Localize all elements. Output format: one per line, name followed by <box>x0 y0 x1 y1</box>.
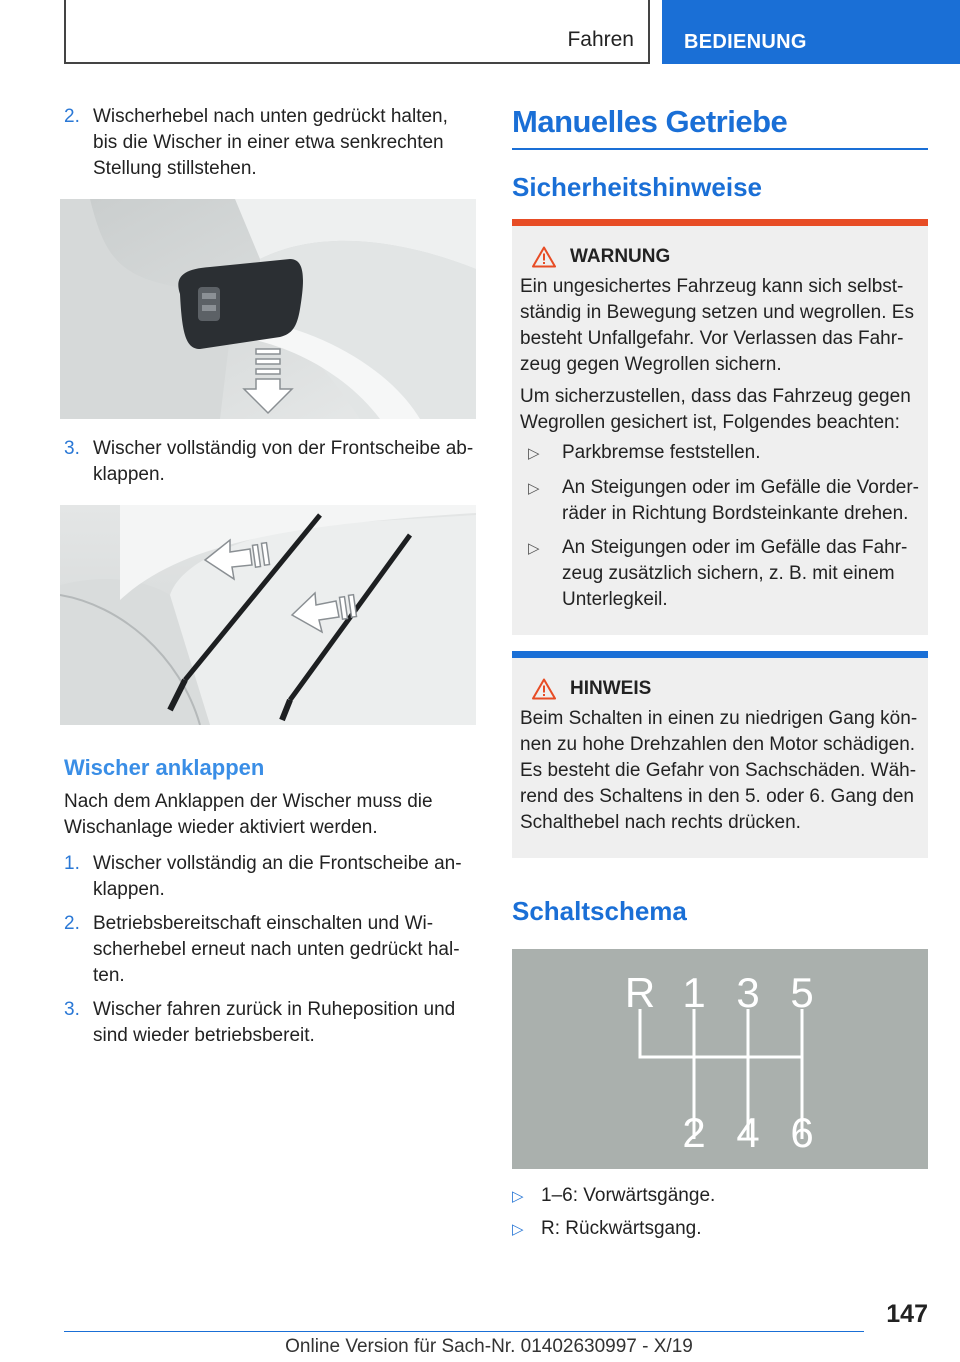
list-item-text: An Steigungen oder im Gefälle das Fahrzeug zusätzlich sichern, z. B. mit einem Unterlegkeil. <box>562 537 908 610</box>
hint-box <box>512 651 928 858</box>
hint-label: HINWEIS <box>570 678 652 699</box>
list-item <box>512 1216 928 1243</box>
right-column <box>512 104 928 1249</box>
left-column <box>64 104 476 1049</box>
page-title: Manuelles Getriebe <box>512 104 928 150</box>
list-item-text: 1–6: Vorwärtsgänge. <box>541 1185 716 1206</box>
warning-triangle-icon <box>532 678 556 700</box>
header-chapter: Fahren <box>567 28 634 51</box>
warning-checklist <box>520 440 920 613</box>
list-item-text: R: Rückwärtsgang. <box>541 1218 702 1239</box>
shift-label-5: 5 <box>790 969 814 1016</box>
intro-text: Nach dem Anklappen der Wischer muss die Wischanlage wieder aktiviert werden. <box>64 791 433 838</box>
list-item <box>64 997 476 1049</box>
list-item-text: Parkbremse feststellen. <box>562 442 761 463</box>
step-list <box>64 851 476 1049</box>
list-item <box>520 475 920 527</box>
step-number: 3. <box>64 438 80 459</box>
triangle-bullet-icon: ▷ <box>512 1188 524 1205</box>
footer-text: Online Version für Sach-Nr. 01402630997 - X/19 <box>285 1336 693 1357</box>
shift-label-r: R <box>624 969 656 1016</box>
triangle-bullet-icon: ▷ <box>528 480 540 497</box>
list-item-text: An Steigungen oder im Gefälle die Vorderräder in Richtung Bordsteinkante drehen. <box>562 477 919 524</box>
warning-triangle-icon <box>532 246 556 268</box>
shift-pattern-diagram <box>512 949 928 1169</box>
section-heading-shift-pattern: Schaltschema <box>512 896 687 926</box>
hint-title <box>532 678 920 700</box>
warning-label: WARNUNG <box>570 246 671 267</box>
header-chapter-tab <box>64 0 650 64</box>
shift-legend <box>512 1183 928 1243</box>
step-text: Wischerhebel nach unten gedrückt halten, bis die Wischer in einer etwa senkrechten Stellung stillstehen. <box>93 106 448 179</box>
step-number: 2. <box>64 106 80 127</box>
shift-label-4: 4 <box>736 1109 760 1156</box>
footer-divider <box>64 1331 864 1332</box>
list-item <box>520 440 920 467</box>
list-item <box>520 535 920 613</box>
header-section: BEDIENUNG <box>684 31 807 53</box>
shift-label-2: 2 <box>682 1109 706 1156</box>
step-text: Wischer fahren zurück in Ruheposition und sind wieder betriebsbereit. <box>93 999 456 1046</box>
step-number: 1. <box>64 853 80 874</box>
warning-title <box>532 246 920 268</box>
step-list-top-2 <box>64 436 476 488</box>
triangle-bullet-icon: ▷ <box>528 445 540 462</box>
warning-text-2: Um sicherzustellen, dass das Fahrzeug gegen Wegrollen gesichert ist, Folgendes beachten: <box>520 386 911 433</box>
triangle-bullet-icon: ▷ <box>512 1221 524 1238</box>
list-item <box>64 851 476 903</box>
shift-label-3: 3 <box>736 969 760 1016</box>
list-item <box>64 104 476 182</box>
step-text: Wischer vollständig von der Frontscheibe abklappen. <box>93 438 474 485</box>
page-number: 147 <box>886 1300 928 1328</box>
shift-label-6: 6 <box>790 1109 814 1156</box>
step-list-top <box>64 104 476 182</box>
list-item <box>512 1183 928 1210</box>
warning-box <box>512 219 928 635</box>
triangle-bullet-icon: ▷ <box>528 540 540 557</box>
step-text: Betriebsbereitschaft einschalten und Wischerhebel erneut nach unten gedrückt halten. <box>93 913 460 986</box>
warning-text: Ein ungesichertes Fahrzeug kann sich selbstständig in Bewegung setzen und wegrollen. Es besteht Unfallgefahr. Vor Verlassen das Fahrzeug gegen Wegrollen sichern. <box>520 276 914 375</box>
step-number: 2. <box>64 913 80 934</box>
step-number: 3. <box>64 999 80 1020</box>
list-item <box>64 911 476 989</box>
subheading-wiper-fold: Wischer anklappen <box>64 755 265 780</box>
step-text: Wischer vollständig an die Frontscheibe anklappen. <box>93 853 462 900</box>
wiper-lever-illustration <box>60 199 476 419</box>
shift-label-1: 1 <box>682 969 706 1016</box>
section-heading-safety: Sicherheitshinweise <box>512 172 762 202</box>
list-item <box>64 436 476 488</box>
windshield-wiper-illustration <box>60 505 476 725</box>
header-section-tab <box>662 0 960 64</box>
hint-text: Beim Schalten in einen zu niedrigen Gang können zu hohe Drehzahlen den Motor schädigen. Es besteht die Gefahr von Sachschäden. Während des Schaltens in den 5. oder 6. Gang den Schalthebel nach rechts drücken. <box>520 708 918 833</box>
